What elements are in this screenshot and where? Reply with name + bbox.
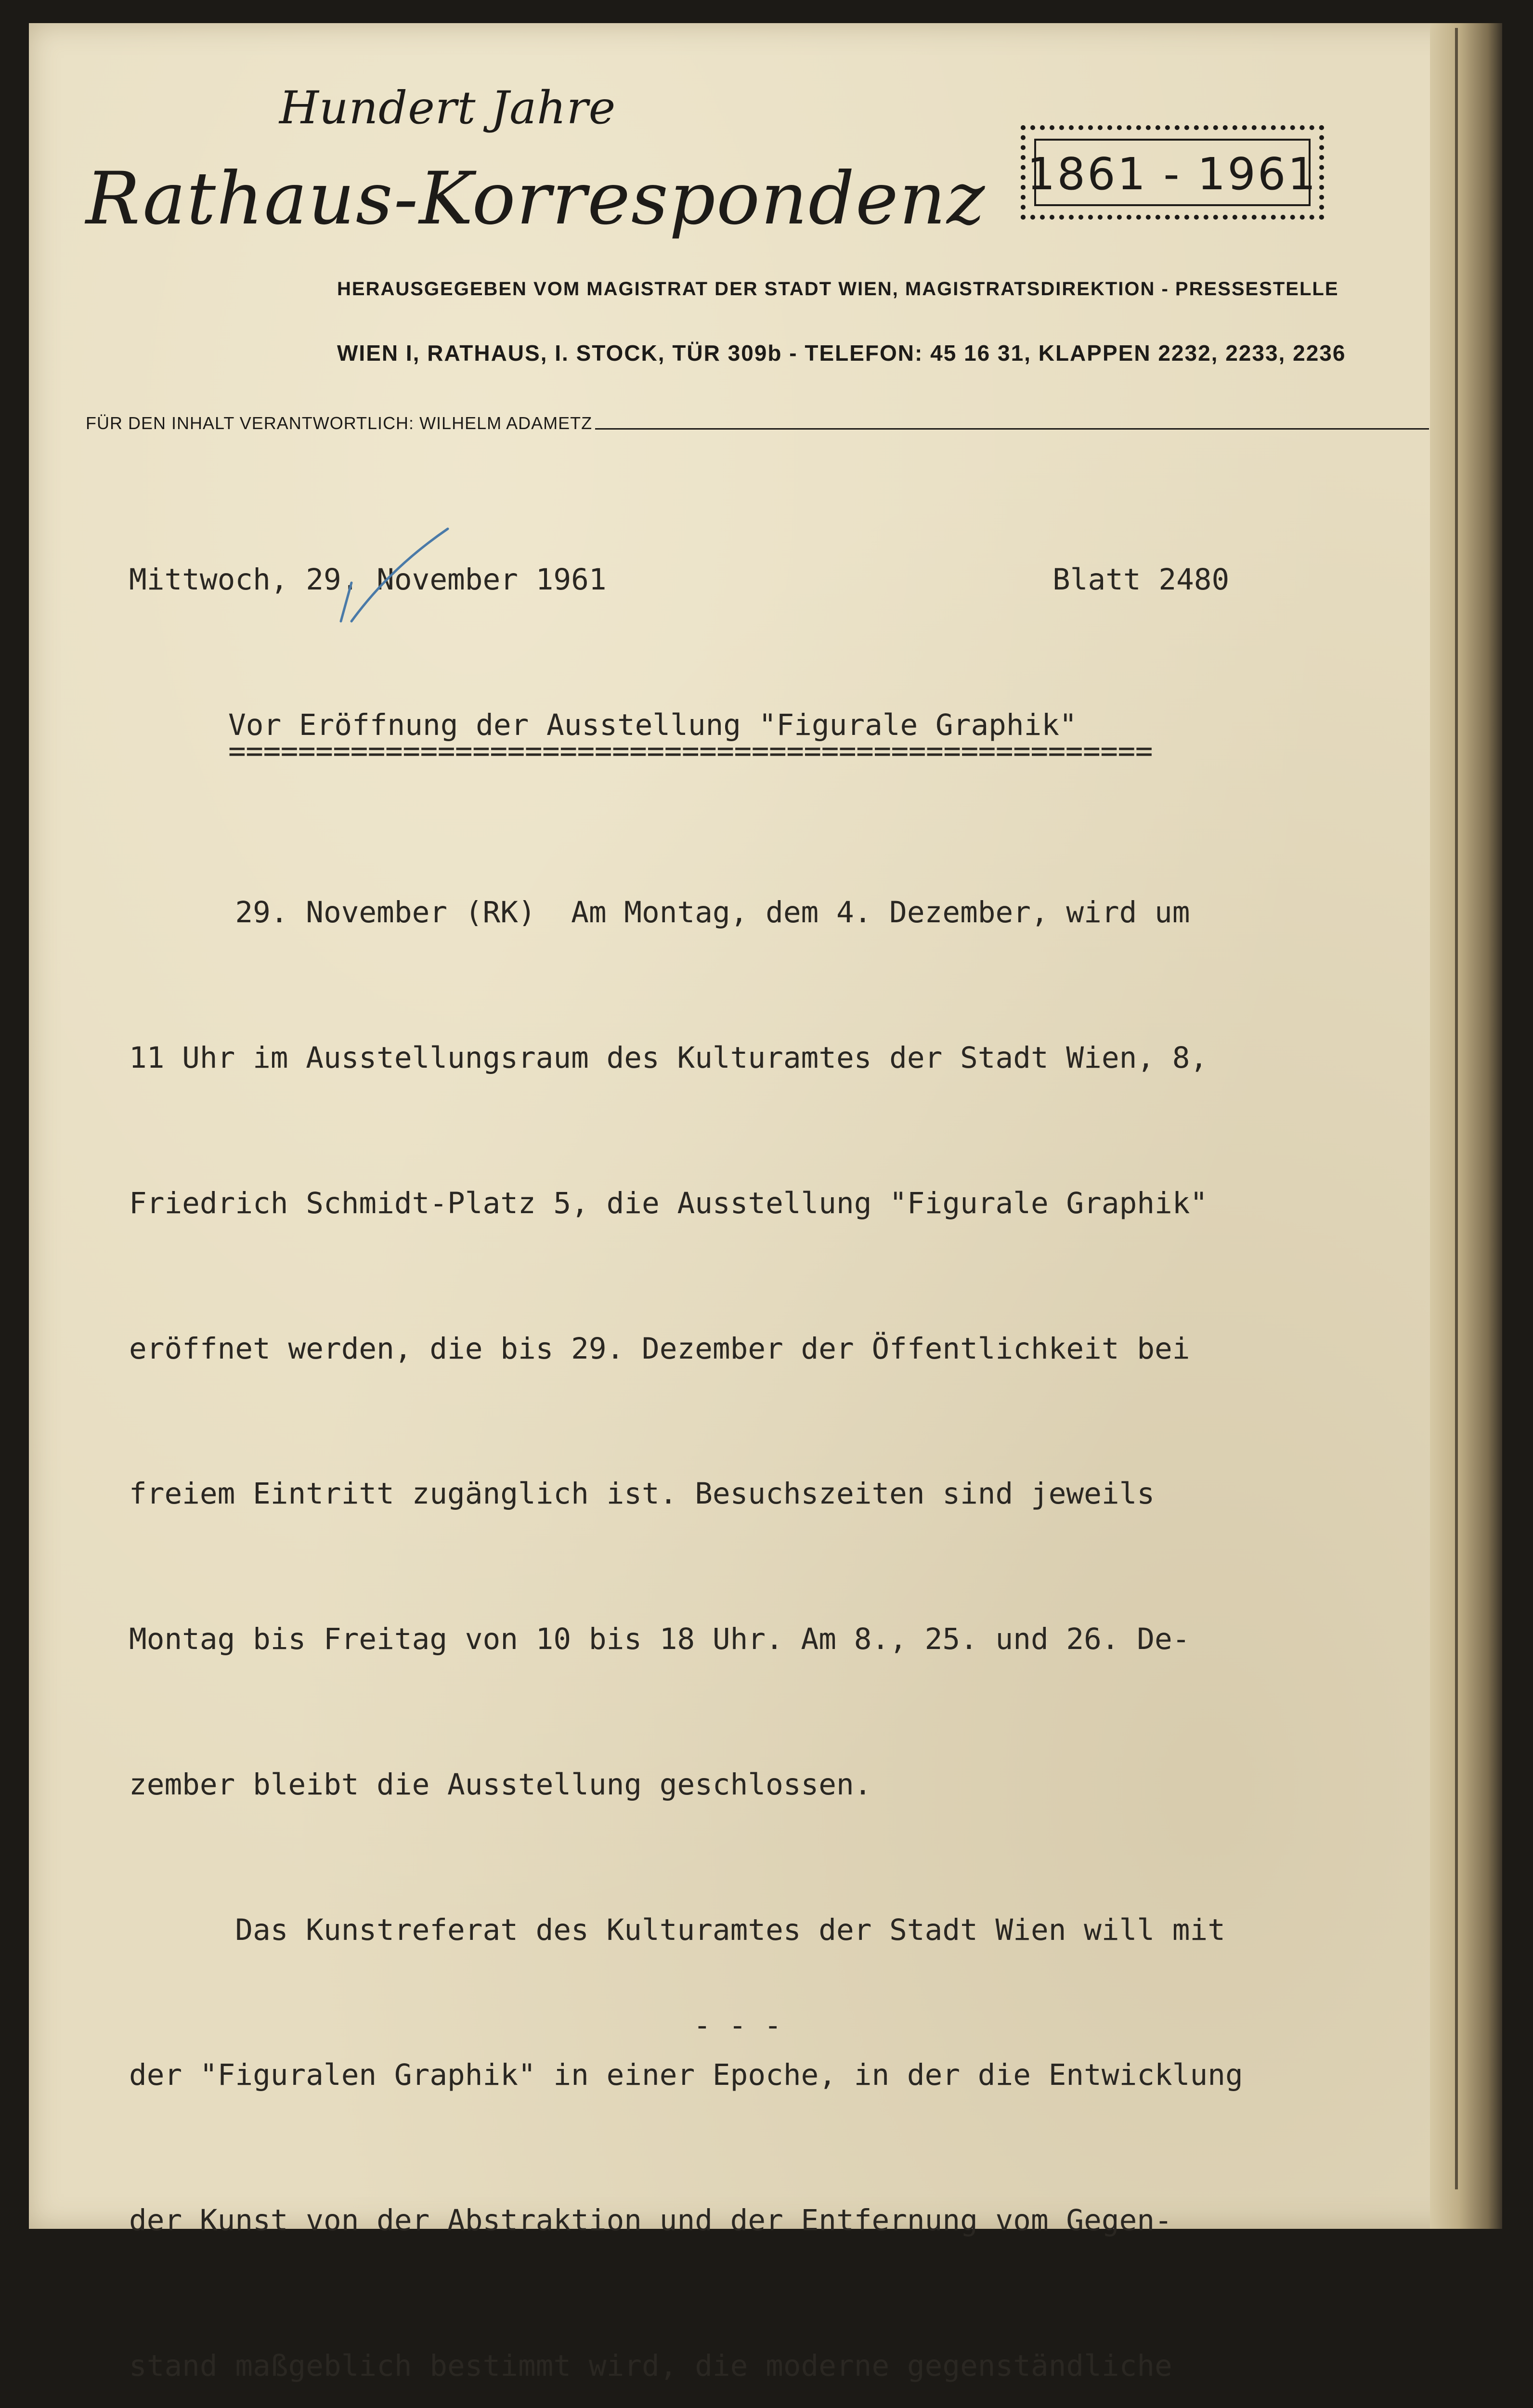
anniversary-years-box	[1021, 125, 1324, 220]
responsible-editor-row	[86, 413, 1429, 433]
masthead-title: Rathaus-Korrespondenz	[86, 157, 986, 241]
body-line: der Kunst von der Abstraktion und der Entfernung vom Gegen-	[129, 2203, 1172, 2238]
headline-underline: =====================================================	[228, 734, 1153, 768]
body-line: zember bleibt die Ausstellung geschlossen.	[129, 1767, 872, 1802]
masthead-rule	[595, 428, 1429, 430]
body-line: eröffnet werden, die bis 29. Dezember der Öffentlichkeit bei	[129, 1331, 1190, 1366]
body-line: freiem Eintritt zugänglich ist. Besuchszeiten sind jeweils	[129, 1477, 1155, 1511]
closing-mark: - - -	[693, 2008, 782, 2042]
binding-edge	[1455, 28, 1458, 2189]
publisher-line: HERAUSGEGEBEN VOM MAGISTRAT DER STADT WIEN, MAGISTRATSDIREKTION - PRESSESTELLE	[337, 278, 1339, 300]
sheet-number: Blatt 2480	[1052, 563, 1230, 597]
handwritten-check-icon	[332, 525, 457, 636]
body-line: Das Kunstreferat des Kulturamtes der Stadt Wien will mit	[129, 1912, 1225, 1947]
masthead-subtitle: Hundert Jahre	[279, 82, 616, 134]
responsible-editor: FÜR DEN INHALT VERANTWORTLICH: WILHELM ADAMETZ	[86, 413, 593, 433]
book-binding	[1430, 23, 1502, 2229]
body-line: der "Figuralen Graphik" in einer Epoche, in der die Entwicklung	[129, 2058, 1243, 2093]
date-line: Mittwoch, 29. November 1961	[129, 563, 607, 597]
address-line: WIEN I, RATHAUS, I. STOCK, TÜR 309b - TELEFON: 45 16 31, KLAPPEN 2232, 2233, 2236	[337, 340, 1346, 366]
article-headline: Vor Eröffnung der Ausstellung "Figurale Graphik"	[228, 708, 1077, 742]
anniversary-years: 1861 - 1961	[1027, 148, 1318, 200]
body-line: stand maßgeblich bestimmt wird, die moderne gegenständliche	[129, 2349, 1172, 2383]
body-line: 29. November (RK) Am Montag, dem 4. Dezember, wird um	[129, 895, 1190, 930]
body-line: Montag bis Freitag von 10 bis 18 Uhr. Am 8., 25. und 26. De-	[129, 1622, 1190, 1657]
body-line: 11 Uhr im Ausstellungsraum des Kulturamtes der Stadt Wien, 8,	[129, 1040, 1208, 1075]
body-line: Friedrich Schmidt-Platz 5, die Ausstellung "Figurale Graphik"	[129, 1186, 1208, 1220]
article-body	[129, 792, 1260, 2408]
